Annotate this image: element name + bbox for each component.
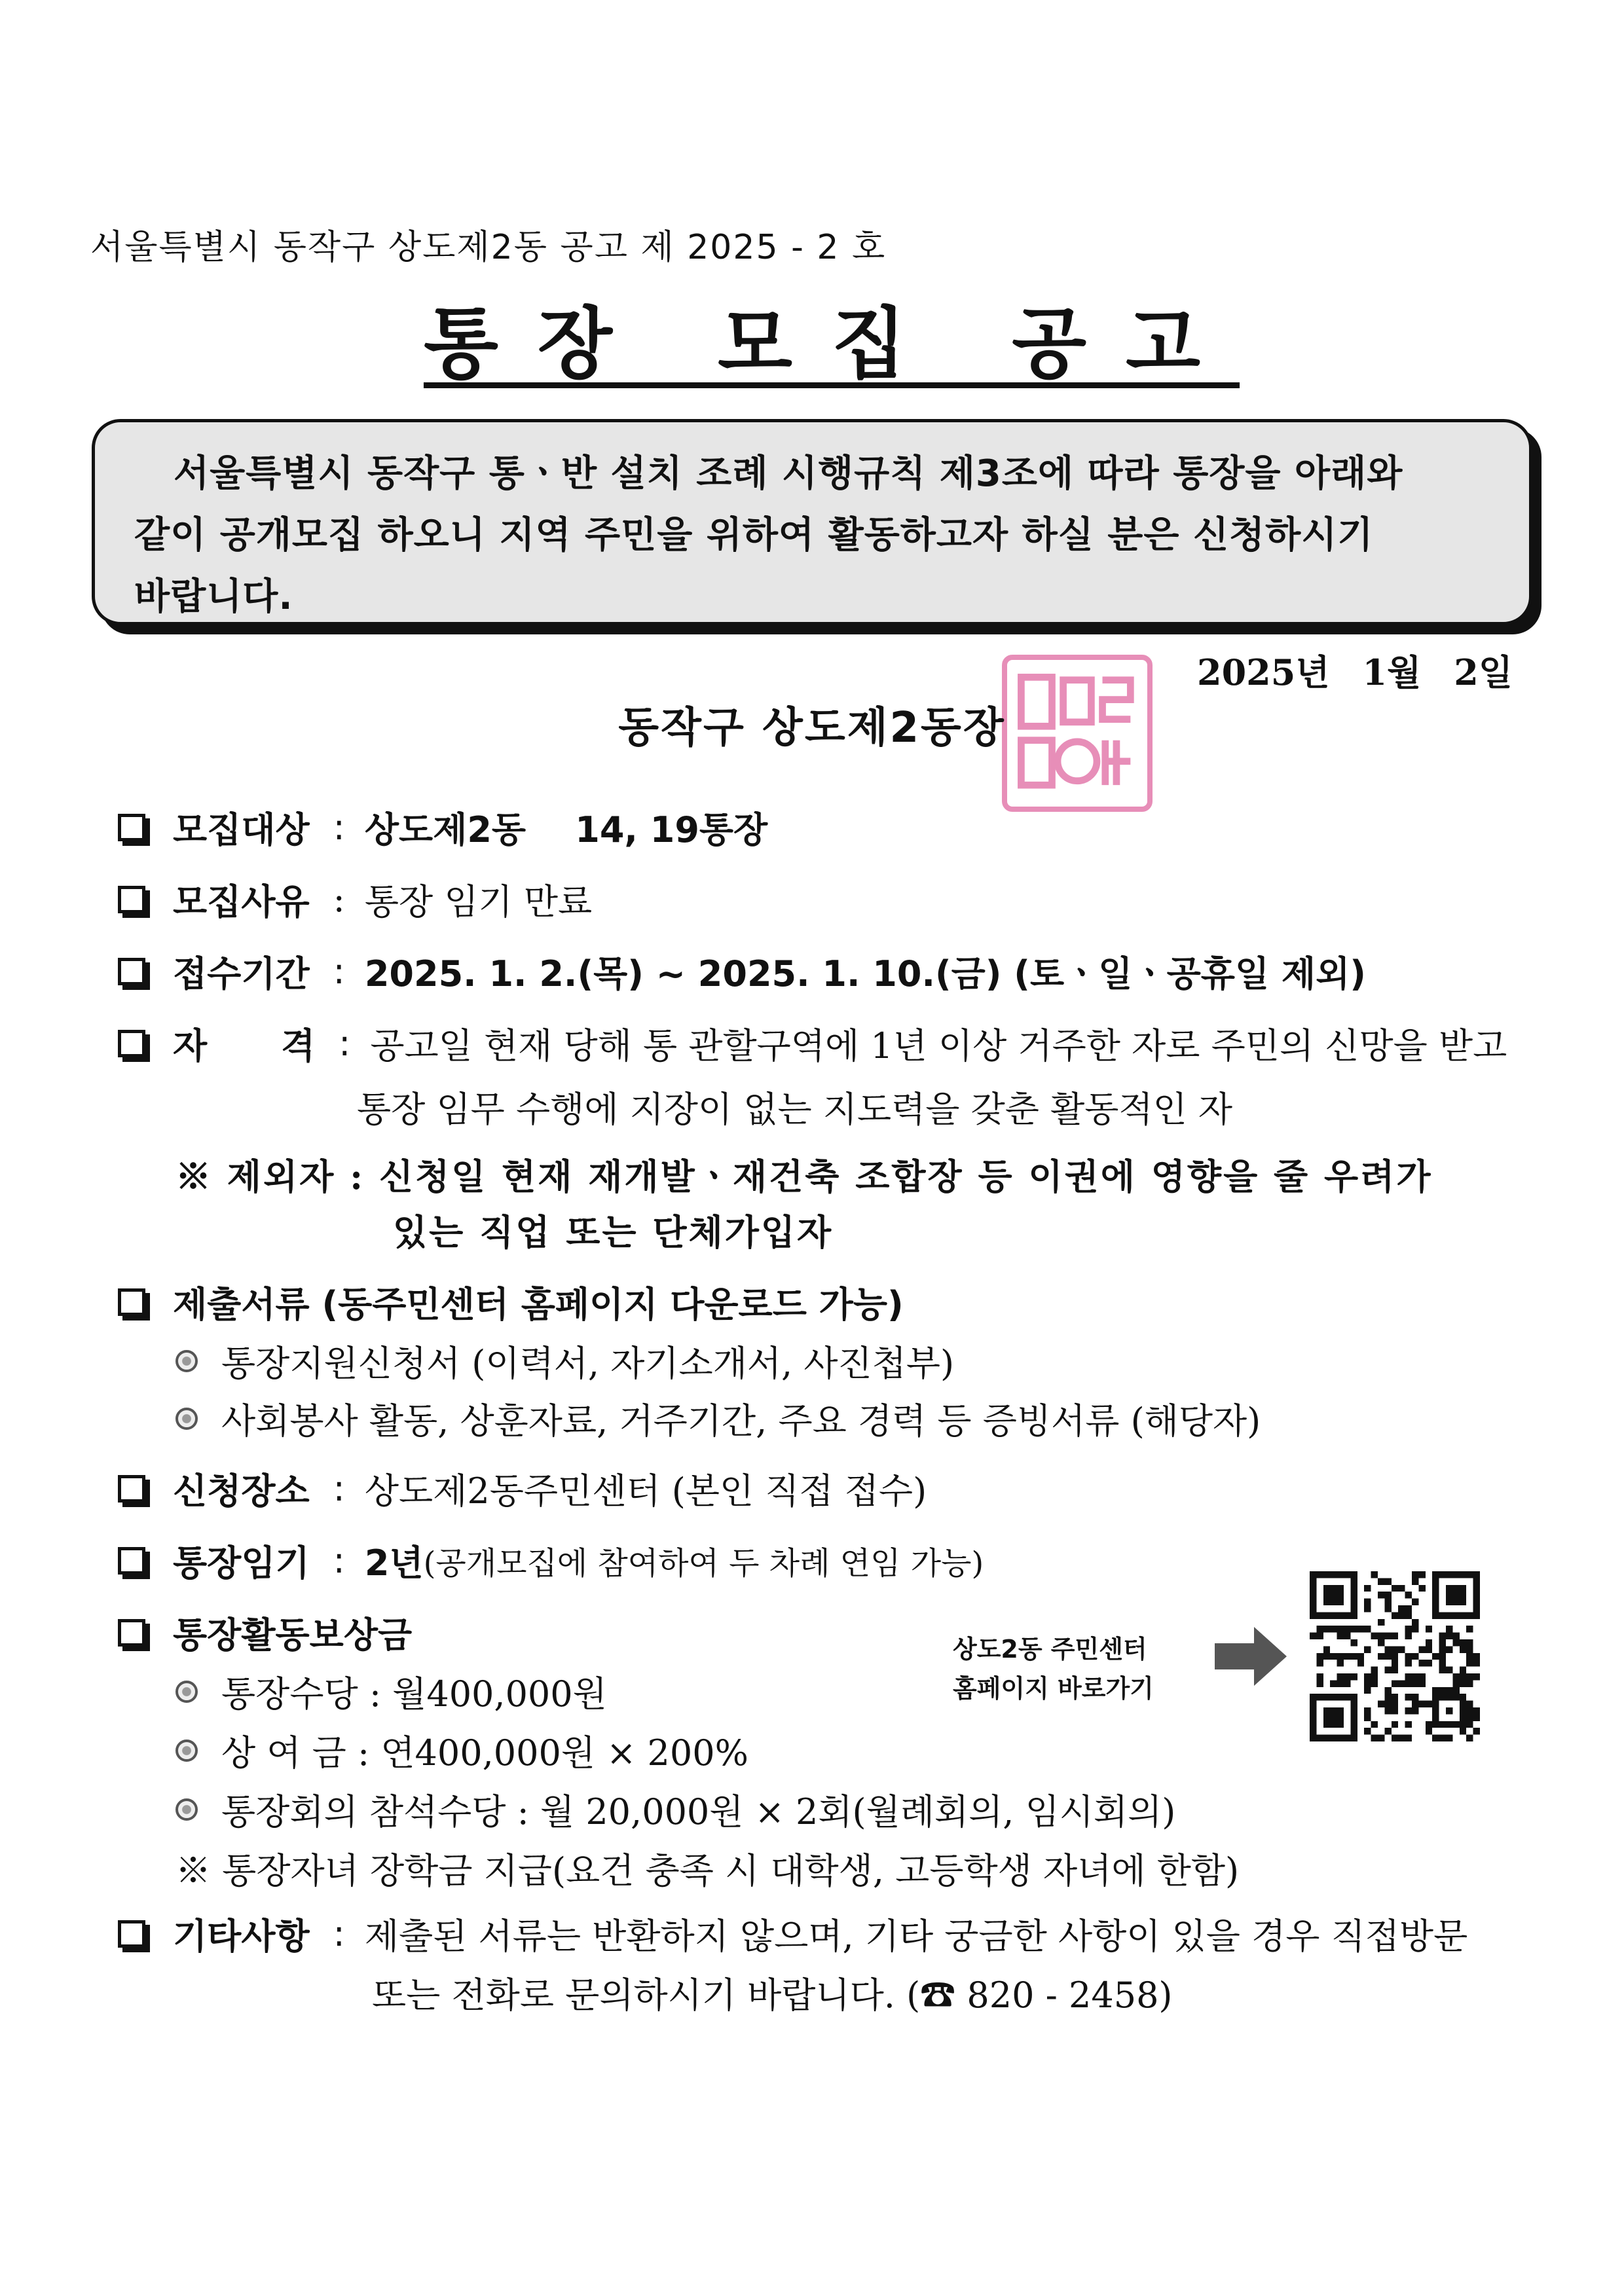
qr-module — [1460, 1667, 1466, 1673]
qr-module — [1452, 1680, 1459, 1686]
qr-module — [1357, 1660, 1364, 1666]
qr-module — [1378, 1633, 1384, 1639]
item-compensation-label: 통장활동보상금 — [173, 1614, 413, 1656]
qr-module — [1473, 1728, 1480, 1734]
checkbox-icon — [118, 1475, 145, 1503]
qr-module — [1418, 1660, 1425, 1666]
qr-module — [1384, 1646, 1391, 1652]
qr-module — [1378, 1592, 1384, 1598]
qr-module — [1432, 1735, 1439, 1741]
qr-module — [1316, 1660, 1323, 1666]
qr-module — [1412, 1694, 1418, 1700]
qr-code-icon[interactable] — [1310, 1571, 1480, 1741]
colon: : — [333, 951, 345, 992]
qr-module — [1316, 1626, 1323, 1632]
intro-line-2: 같이 공개모집 하오니 지역 주민을 위하여 활동하고자 하실 분은 신청하시기 — [134, 514, 1374, 556]
qr-module — [1473, 1653, 1480, 1660]
qr-module — [1392, 1735, 1398, 1741]
qr-module — [1323, 1585, 1344, 1605]
item-qualification-line-2: 통장 임무 수행에 지장이 없는 지도력을 갖춘 활동적인 자 — [357, 1089, 1233, 1130]
qr-module — [1426, 1721, 1432, 1728]
item-period — [118, 946, 1366, 996]
date-year: 2025년 — [1197, 651, 1330, 693]
qr-module — [1364, 1728, 1371, 1734]
intro-line-1: 서울특별시 동작구 통ㆍ반 설치 조례 시행규칙 제3조에 따라 통장을 아래와 — [174, 452, 1403, 495]
qr-module — [1350, 1653, 1357, 1660]
exclusion-note-line-1: ※ 제외자 : 신청일 현재 재개발ㆍ재건축 조합장 등 이권에 영향을 줄 우려가 — [175, 1156, 1433, 1197]
qr-module — [1398, 1646, 1405, 1652]
qr-module — [1466, 1714, 1473, 1721]
item-term — [118, 1535, 984, 1586]
item-period-label: 접수기간 — [173, 953, 310, 994]
bullet-circle-icon — [175, 1798, 198, 1821]
page-title-text: 통장 모집 공고 — [423, 299, 1240, 389]
qr-module — [1316, 1673, 1323, 1680]
qr-module — [1323, 1626, 1330, 1632]
qr-module — [1384, 1694, 1391, 1700]
qr-module — [1405, 1680, 1412, 1686]
qr-module — [1364, 1626, 1371, 1632]
qr-module — [1473, 1707, 1480, 1714]
qr-module — [1418, 1701, 1425, 1707]
qr-module — [1323, 1707, 1344, 1728]
qr-module — [1412, 1599, 1418, 1605]
qr-module — [1446, 1585, 1466, 1605]
qr-module — [1405, 1721, 1412, 1728]
qr-module — [1473, 1660, 1480, 1666]
qr-module — [1392, 1667, 1398, 1673]
qr-module — [1439, 1653, 1446, 1660]
checkbox-icon — [118, 1030, 145, 1057]
qr-module — [1466, 1735, 1473, 1741]
qr-module — [1460, 1673, 1466, 1680]
qr-module — [1405, 1592, 1412, 1598]
qr-module — [1473, 1673, 1480, 1680]
qr-module — [1378, 1619, 1384, 1626]
qr-module — [1323, 1653, 1330, 1660]
item-documents — [118, 1277, 904, 1327]
documents-sub-1: 통장지원신청서 (이력서, 자기소개서, 사진첩부) — [221, 1343, 955, 1384]
qr-module — [1384, 1633, 1391, 1639]
qr-graphic[interactable] — [1310, 1571, 1480, 1741]
item-other-line-2: 또는 전화로 문의하시기 바랍니다. (☎ 820 - 2458) — [372, 1975, 1173, 2016]
qr-module — [1452, 1639, 1459, 1646]
qr-module — [1405, 1673, 1412, 1680]
qr-module — [1466, 1653, 1473, 1660]
item-term-value: (공개모집에 참여하여 두 차례 연임 가능) — [423, 1545, 984, 1582]
qr-module — [1432, 1653, 1439, 1660]
qr-module — [1371, 1673, 1378, 1680]
qr-module — [1412, 1619, 1418, 1626]
item-other — [118, 1908, 1467, 1959]
qr-module — [1337, 1673, 1344, 1680]
qr-module — [1439, 1735, 1446, 1741]
date-month: 1월 — [1362, 651, 1422, 693]
qr-module — [1405, 1707, 1412, 1714]
qr-module — [1405, 1612, 1412, 1618]
qr-module — [1473, 1714, 1480, 1721]
compensation-sub-item — [175, 1784, 1175, 1834]
documents-sub-2: 사회봉사 활동, 상훈자료, 거주기간, 주요 경력 등 증빙서류 (해당자) — [221, 1400, 1261, 1442]
qr-module — [1392, 1646, 1398, 1652]
qr-module — [1364, 1714, 1371, 1721]
checkbox-icon — [118, 958, 145, 985]
qr-module — [1398, 1680, 1405, 1686]
qr-module — [1392, 1701, 1398, 1707]
qr-module — [1398, 1735, 1405, 1741]
qr-module — [1446, 1687, 1452, 1694]
qr-module — [1364, 1707, 1371, 1714]
arrow-graphic — [1215, 1627, 1287, 1686]
qr-module — [1337, 1653, 1344, 1660]
qr-module — [1460, 1680, 1466, 1686]
qr-module — [1384, 1667, 1391, 1673]
qr-module — [1371, 1571, 1378, 1578]
notice-date — [1197, 645, 1513, 695]
colon: : — [333, 879, 345, 920]
item-documents-label: 제출서류 (동주민센터 홈페이지 다운로드 가능) — [173, 1284, 904, 1325]
qr-module — [1405, 1694, 1412, 1700]
compensation-sub-1: 통장수당 : 월400,000원 — [221, 1673, 607, 1715]
qr-module — [1405, 1605, 1412, 1612]
qr-module — [1378, 1653, 1384, 1660]
page-title — [0, 282, 1624, 393]
arrow-shape — [1215, 1627, 1287, 1686]
qr-module — [1412, 1571, 1418, 1578]
compensation-sub-3: 통장회의 참석수당 : 월 20,000원 × 2회(월례회의, 임시회의) — [221, 1791, 1176, 1832]
qr-module — [1466, 1646, 1473, 1652]
qr-label-2: 홈페이지 바로가기 — [953, 1674, 1154, 1703]
qr-module — [1439, 1646, 1446, 1652]
bullet-circle-icon — [175, 1681, 198, 1703]
qr-module — [1466, 1701, 1473, 1707]
item-compensation — [118, 1607, 412, 1658]
qr-module — [1452, 1673, 1459, 1680]
qr-module — [1392, 1680, 1398, 1686]
qr-module — [1398, 1612, 1405, 1618]
qr-module — [1426, 1660, 1432, 1666]
intro-line-3: 바랍니다. — [134, 575, 293, 618]
item-term-label: 통장임기 — [173, 1542, 310, 1584]
qr-module — [1310, 1633, 1316, 1639]
qr-module — [1344, 1680, 1350, 1686]
qr-module — [1412, 1578, 1418, 1584]
qr-module — [1371, 1667, 1378, 1673]
bullet-circle-icon — [175, 1740, 198, 1762]
qr-module — [1466, 1707, 1473, 1714]
item-reason-value: 통장 임기 만료 — [364, 881, 593, 922]
checkbox-icon — [118, 1619, 145, 1647]
qr-module — [1426, 1646, 1432, 1652]
colon: : — [333, 1913, 345, 1954]
qr-module — [1418, 1673, 1425, 1680]
qr-module — [1384, 1687, 1391, 1694]
exclusion-note-line-2: 있는 직업 또는 단체가입자 — [393, 1211, 834, 1253]
notice-number: 서울특별시 동작구 상도제2동 공고 제 2025 - 2 호 — [90, 228, 887, 267]
qr-module — [1364, 1646, 1371, 1652]
qr-module — [1371, 1680, 1378, 1686]
qr-module — [1432, 1687, 1439, 1694]
qr-module — [1378, 1735, 1384, 1741]
qr-module — [1364, 1585, 1371, 1592]
qr-module — [1405, 1735, 1412, 1741]
item-place-value: 상도제2동주민센터 (본인 직접 접수) — [364, 1470, 927, 1512]
qr-module — [1405, 1626, 1412, 1632]
qr-module — [1460, 1646, 1466, 1652]
qr-module — [1344, 1626, 1350, 1632]
qr-module — [1446, 1646, 1452, 1652]
qr-module — [1460, 1728, 1466, 1734]
qr-module — [1392, 1694, 1398, 1700]
item-qualification-line-1: 공고일 현재 당해 통 관할구역에 1년 이상 거주한 자로 주민의 신망을 받고 — [370, 1025, 1507, 1066]
qr-module — [1392, 1653, 1398, 1660]
item-target-label: 모집대상 — [173, 809, 310, 850]
compensation-sub-item — [175, 1725, 748, 1776]
bullet-circle-icon — [175, 1408, 198, 1430]
qr-module — [1364, 1673, 1371, 1680]
qr-module — [1344, 1633, 1350, 1639]
qr-module — [1426, 1626, 1432, 1632]
qr-module — [1418, 1571, 1425, 1578]
checkbox-icon — [118, 814, 145, 841]
qr-module — [1392, 1612, 1398, 1618]
qr-module — [1405, 1653, 1412, 1660]
qr-module — [1405, 1633, 1412, 1639]
bullet-circle-icon — [175, 1350, 198, 1372]
qr-module — [1384, 1728, 1391, 1734]
qr-module — [1452, 1633, 1459, 1639]
qr-module — [1466, 1660, 1473, 1666]
qr-module — [1439, 1667, 1446, 1673]
item-other-label: 기타사항 — [173, 1916, 310, 1957]
qr-module — [1418, 1646, 1425, 1652]
checkbox-icon — [118, 1547, 145, 1575]
qr-module — [1392, 1585, 1398, 1592]
qr-module — [1439, 1633, 1446, 1639]
colon: : — [339, 1023, 351, 1064]
item-qualification-label: 자 격 — [173, 1025, 316, 1066]
qr-module — [1446, 1735, 1452, 1741]
qr-module — [1364, 1687, 1371, 1694]
qr-module — [1316, 1680, 1323, 1686]
qr-module — [1344, 1653, 1350, 1660]
qr-module — [1466, 1673, 1473, 1680]
qr-module — [1378, 1639, 1384, 1646]
colon: : — [333, 807, 345, 848]
item-target-value: 상도제2동 14, 19통장 — [364, 809, 768, 850]
issuer-name: 동작구 상도제2동장 — [618, 704, 1006, 752]
qr-module — [1323, 1646, 1330, 1652]
qr-module — [1364, 1605, 1371, 1612]
qr-module — [1337, 1626, 1344, 1632]
qr-module — [1384, 1578, 1391, 1584]
qr-module — [1337, 1680, 1344, 1686]
qr-module — [1384, 1701, 1391, 1707]
qr-module — [1330, 1626, 1337, 1632]
qr-module — [1412, 1701, 1418, 1707]
qr-module — [1412, 1680, 1418, 1686]
qr-module — [1316, 1633, 1323, 1639]
item-reason — [118, 874, 592, 924]
item-place-label: 신청장소 — [173, 1470, 310, 1512]
qr-module — [1384, 1592, 1391, 1598]
qr-module — [1446, 1707, 1452, 1714]
qr-module — [1466, 1626, 1473, 1632]
qr-module — [1412, 1707, 1418, 1714]
compensation-sub-item — [175, 1666, 607, 1717]
qr-module — [1350, 1639, 1357, 1646]
qr-module — [1439, 1687, 1446, 1694]
qr-module — [1392, 1633, 1398, 1639]
qr-module — [1466, 1680, 1473, 1686]
checkbox-icon — [118, 1288, 145, 1316]
qr-module — [1384, 1653, 1391, 1660]
qr-module — [1446, 1667, 1452, 1673]
qr-module — [1392, 1707, 1398, 1714]
qr-module — [1446, 1626, 1452, 1632]
qr-module — [1392, 1660, 1398, 1666]
qr-module — [1316, 1653, 1323, 1660]
checkbox-icon — [118, 1920, 145, 1948]
item-term-value-bold: 2년 — [364, 1542, 424, 1584]
qr-module — [1466, 1721, 1473, 1728]
qr-module — [1384, 1599, 1391, 1605]
qr-label-1: 상도2동 주민센터 — [953, 1635, 1147, 1664]
qr-module — [1384, 1605, 1391, 1612]
item-period-value: 2025. 1. 2.(목) ~ 2025. 1. 10.(금) (토ㆍ일ㆍ공휴일 제외) — [364, 953, 1366, 994]
qr-module — [1357, 1626, 1364, 1632]
qr-module — [1357, 1653, 1364, 1660]
intro-box — [92, 419, 1532, 625]
qr-module — [1337, 1660, 1344, 1666]
item-qualification — [118, 1018, 1507, 1068]
documents-sub-item — [175, 1336, 954, 1386]
qr-module — [1405, 1660, 1412, 1666]
qr-module — [1364, 1680, 1371, 1686]
qr-module — [1426, 1639, 1432, 1646]
qr-module — [1452, 1687, 1459, 1694]
qr-module — [1439, 1660, 1446, 1666]
qr-module — [1426, 1728, 1432, 1734]
qr-module — [1398, 1585, 1405, 1592]
qr-module — [1337, 1633, 1344, 1639]
qr-module — [1460, 1639, 1466, 1646]
checkbox-icon — [118, 886, 145, 913]
qr-module — [1371, 1633, 1378, 1639]
qr-module — [1378, 1701, 1384, 1707]
qr-module — [1412, 1673, 1418, 1680]
qr-module — [1412, 1653, 1418, 1660]
arrow-right-icon — [1215, 1627, 1287, 1686]
date-day: 2일 — [1454, 651, 1513, 693]
qr-module — [1398, 1605, 1405, 1612]
qr-module — [1371, 1721, 1378, 1728]
qr-module — [1344, 1673, 1350, 1680]
scholarship-note: ※ 통장자녀 장학금 지급(요건 충족 시 대학생, 고등학생 자녀에 한함) — [175, 1850, 1240, 1891]
item-reason-label: 모집사유 — [173, 881, 310, 922]
item-place — [118, 1463, 927, 1514]
qr-module — [1418, 1585, 1425, 1592]
qr-module — [1330, 1680, 1337, 1686]
documents-sub-item — [175, 1393, 1261, 1444]
qr-module — [1418, 1680, 1425, 1686]
item-other-line-1: 제출된 서류는 반환하지 않으며, 기타 궁금한 사항이 있을 경우 직접방문 — [364, 1916, 1468, 1957]
qr-module — [1350, 1673, 1357, 1680]
colon: : — [333, 1468, 345, 1509]
qr-module — [1439, 1639, 1446, 1646]
qr-module — [1466, 1639, 1473, 1646]
item-target — [118, 802, 767, 852]
qr-module — [1392, 1721, 1398, 1728]
qr-module — [1350, 1626, 1357, 1632]
qr-module — [1371, 1735, 1378, 1741]
qr-module — [1412, 1626, 1418, 1632]
compensation-sub-2: 상 여 금 : 연400,000원 × 200% — [221, 1732, 748, 1774]
qr-module — [1426, 1701, 1432, 1707]
qr-module — [1378, 1578, 1384, 1584]
colon: : — [333, 1540, 345, 1581]
qr-module — [1330, 1653, 1337, 1660]
qr-module — [1446, 1633, 1452, 1639]
qr-module — [1364, 1599, 1371, 1605]
qr-module — [1384, 1707, 1391, 1714]
